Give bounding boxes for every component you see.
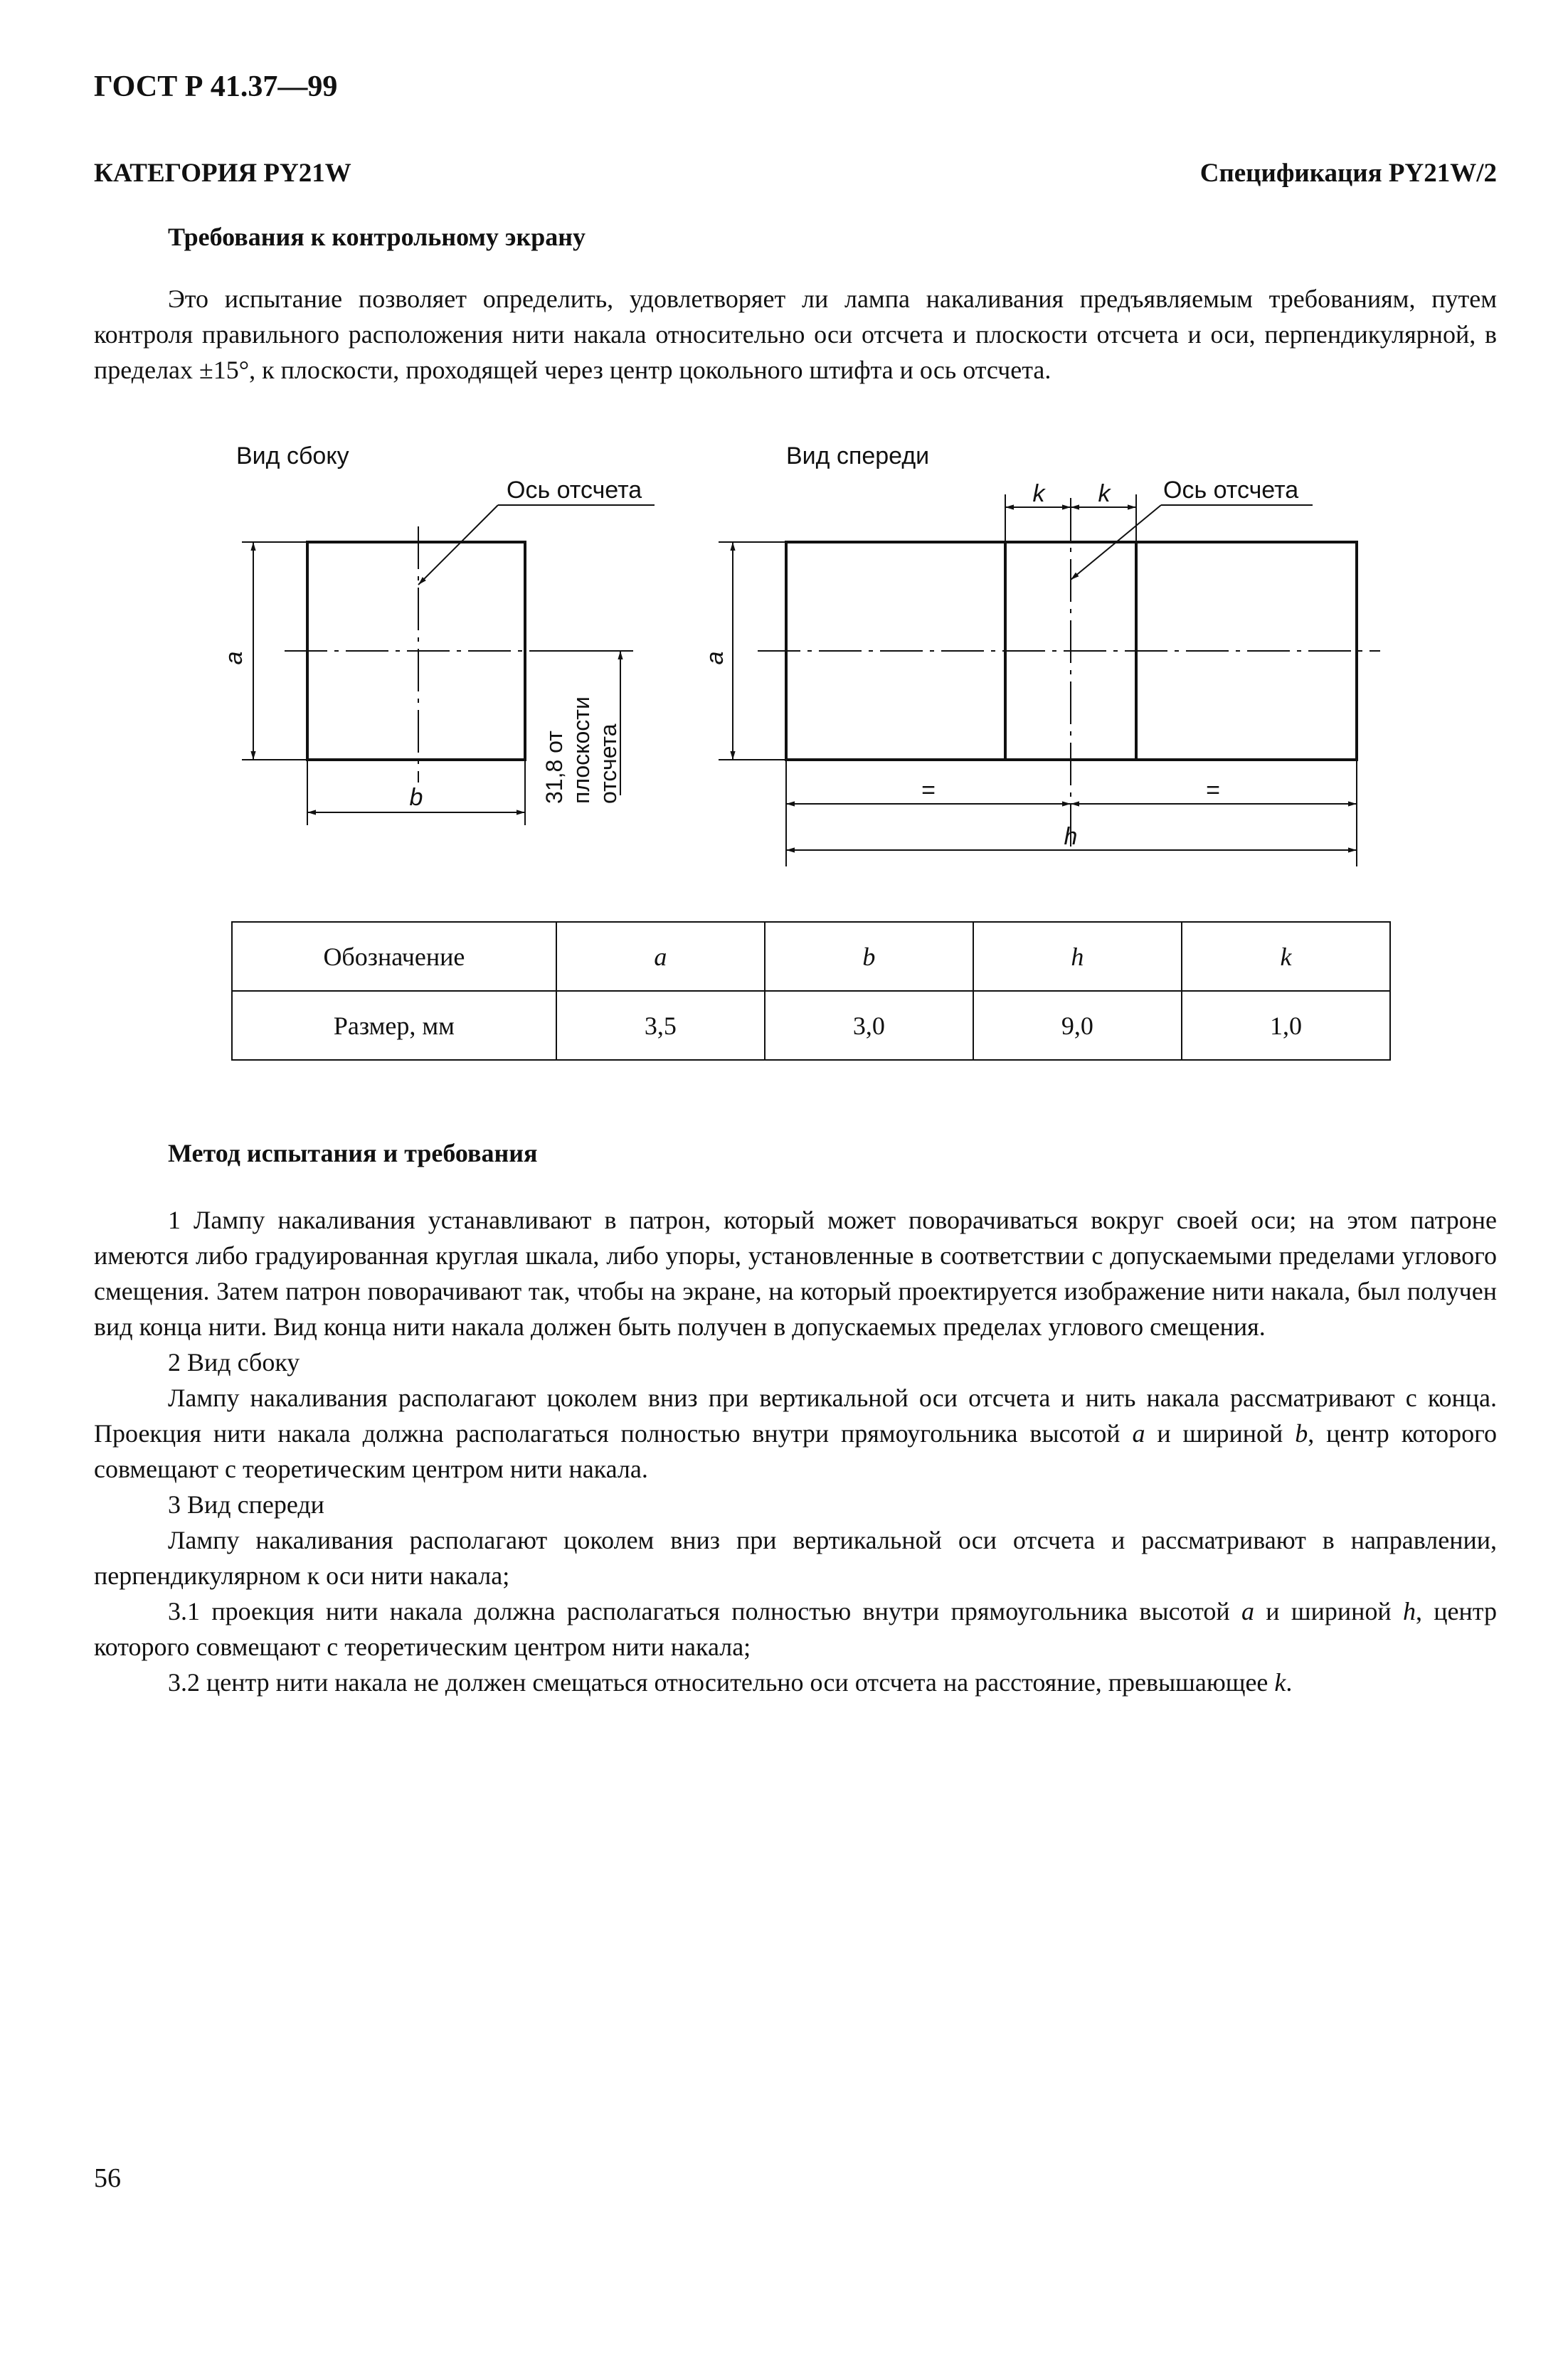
table-cell: 1,0 [1182,991,1390,1060]
plane-offset-label [541,696,621,804]
table-row [232,922,1390,991]
table-cell: Размер, мм [232,991,556,1060]
front-label-k-left: k [1032,480,1045,507]
table-cell: 3,5 [556,991,765,1060]
front-axis-label: Ось отсчета [1163,477,1299,504]
method-paragraph-7: 3.2 центр нити накала не должен смещаться относительно оси отсчета на расстояние, превышающее k. [168,1668,1293,1697]
svg-text:31,8 от: 31,8 от [541,731,567,804]
table-row [232,991,1390,1060]
front-label-h: h [1064,823,1078,850]
filament-position-drawing [0,427,1568,882]
front-label-equal-left: = [921,777,936,804]
table-cell: h [973,922,1182,991]
table-cell: 9,0 [973,991,1182,1060]
method-paragraph-6: 3.1 проекция нити накала должна располагаться полностью внутри прямоугольника высотой a и шириной h, центр которого совмещают с теоретическим центром нити накала; [94,1597,1497,1661]
side-axis-label: Ось отсчета [507,477,642,504]
side-view-label: Вид сбоку [236,442,349,470]
category-title: КАТЕГОРИЯ PY21W [94,159,351,188]
front-label-k-right: k [1098,480,1111,507]
svg-text:отсчета: отсчета [595,723,621,804]
method-paragraph-2: 2 Вид сбоку [168,1348,300,1376]
test-method-section [94,1138,1497,1700]
method-paragraph-5: Лампу накаливания располагают цоколем вниз при вертикальной оси отсчета и рассматривают в направлении, перпендикулярном к оси нити накала; [94,1526,1497,1590]
method-paragraph-4: 3 Вид спереди [168,1490,324,1519]
test-method-heading: Метод испытания и требования [168,1139,538,1167]
svg-text:плоскости: плоскости [568,696,594,804]
side-label-b: b [409,784,423,811]
side-axis-leader [418,505,498,585]
method-paragraph-1: 1 Лампу накаливания устанавливают в патрон, который может поворачиваться вокруг своей оси; на этом патроне имеются либо градуированная круглая шкала, либо упоры, установленные в соответствии с допускаемыми пределами углового смещения. Затем патрон поворачивают так, чтобы на экране, на который проектируется изображение нити накала, был получен вид конца нити. Вид конца нити накала должен быть получен в допускаемых пределах углового смещения. [94,1206,1497,1341]
table-cell: a [556,922,765,991]
table-cell: b [765,922,973,991]
specification-title: Спецификация PY21W/2 [1199,159,1497,188]
method-paragraph-3: Лампу накаливания располагают цоколем вниз при вертикальной оси отсчета и нить накала рассматривают с конца. Проекция нити накала должна располагаться полностью внутри прямоугольника высотой a и шириной b, центр которого совмещают с теоретическим центром нити накала. [94,1384,1498,1483]
front-view-label: Вид спереди [786,442,930,470]
page-number: 56 [94,2163,121,2193]
table-cell: k [1182,922,1390,991]
side-label-a: a [221,651,248,665]
dimensions-table [231,921,1391,1061]
front-label-equal-right: = [1206,777,1220,804]
table-cell: Обозначение [232,922,556,991]
front-label-a: a [701,651,729,665]
document-number: ГОСТ Р 41.37—99 [94,70,338,103]
table-cell: 3,0 [765,991,973,1060]
screen-requirements-text: Это испытание позволяет определить, удовлетворяет ли лампа накаливания предъявляемым требованиям, путем контроля правильного расположения нити накала относительно оси отсчета и плоскости отсчета и оси, перпендикулярной, в пределах ±15°, к плоскости, проходящей через центр цокольного штифта и ось отсчета. [94,285,1497,384]
screen-requirements-heading: Требования к контрольному экрану [168,223,586,251]
